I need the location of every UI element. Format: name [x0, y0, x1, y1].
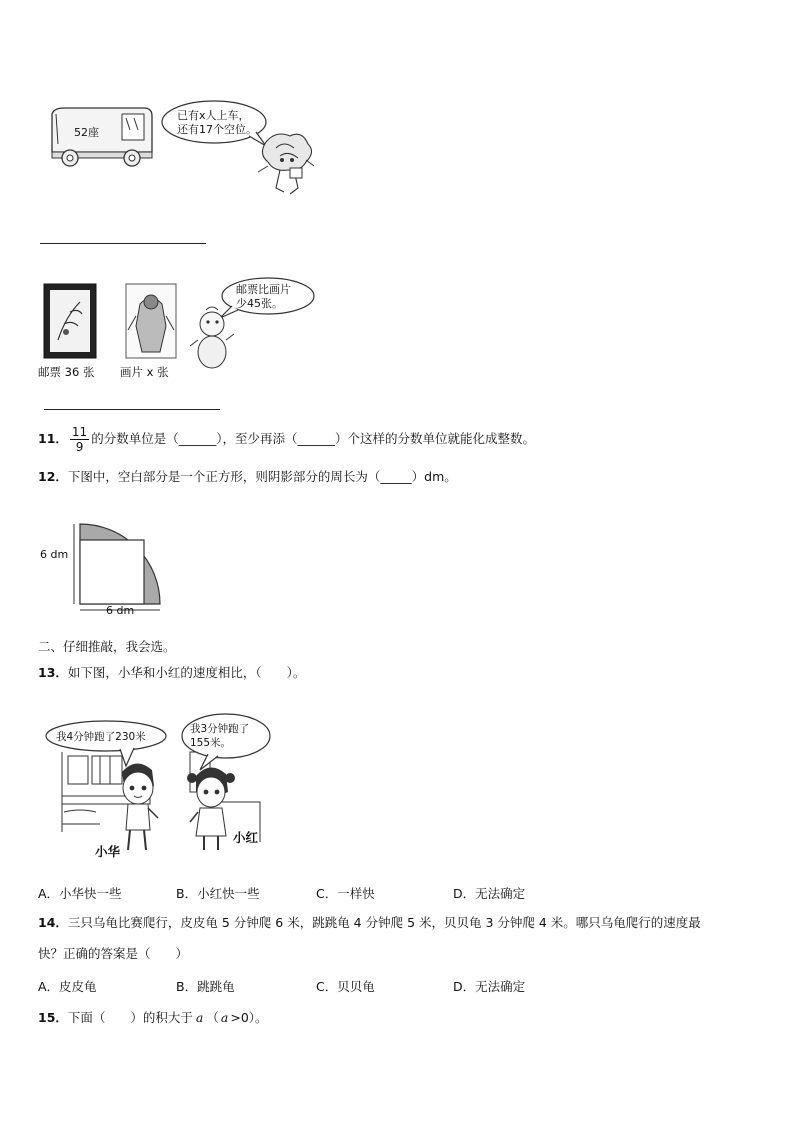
picture-card-illustration	[126, 284, 176, 358]
side-length-label: 6 dm	[40, 548, 69, 561]
svg-text:还有17个空位。: 还有17个空位。	[177, 123, 257, 136]
option-d[interactable]: D．无法确定	[453, 886, 526, 901]
bus-illustration	[52, 108, 152, 166]
name-label-xiaohong: 小红	[233, 830, 259, 845]
stamp-caption: 邮票 36 张	[38, 365, 95, 379]
question-14: 14．三只乌龟比赛爬行，皮皮龟 5 分钟爬 6 米，跳跳龟 4 分钟爬 5 米，贝贝龟 3 分钟爬 4 米。哪只乌龟爬行的速度最	[38, 915, 701, 930]
svg-text:155米。: 155米。	[190, 737, 232, 749]
svg-text:我3分钟跑了: 我3分钟跑了	[190, 723, 250, 735]
street-background-illustration	[62, 752, 260, 842]
option-b[interactable]: B．跳跳龟	[176, 979, 235, 994]
bus-seats-label: 52座	[74, 126, 99, 139]
stamps-speech-bubble	[220, 278, 314, 318]
option-a[interactable]: A．皮皮龟	[38, 979, 97, 994]
bus-figure	[44, 100, 324, 210]
section-title: 二、仔细推敲，我会选。	[38, 639, 176, 654]
cabbage-character-illustration	[258, 134, 314, 194]
svg-text:我4分钟跑了230米: 我4分钟跑了230米	[56, 731, 146, 743]
stamps-figure	[36, 276, 326, 386]
question-15: 15．下面（ ）的积大于 a （ a >0）。	[38, 1010, 268, 1025]
quarter-circle-square-figure	[38, 512, 178, 622]
svg-text:已有x人上车，: 已有x人上车，	[177, 109, 250, 122]
option-c[interactable]: C．贝贝龟	[316, 979, 375, 994]
option-b[interactable]: B．小红快一些	[176, 886, 260, 901]
cartoon-character-illustration	[190, 307, 234, 368]
math-variable: a	[195, 1010, 204, 1025]
option-a[interactable]: A．小华快一些	[38, 886, 122, 901]
bottom-length-label: 6 dm	[106, 604, 135, 617]
question-14-continued: 快？正确的答案是（ ）	[38, 946, 189, 961]
question-number: 11．	[38, 431, 68, 446]
answer-line-1	[40, 243, 206, 244]
bus-speech-bubble	[162, 101, 266, 146]
question-13: 13．如下图，小华和小红的速度相比，（ ）。	[38, 665, 306, 680]
svg-text:少45张。: 少45张。	[236, 297, 283, 310]
question-number: 12．	[38, 469, 68, 484]
question-number: 15．	[38, 1010, 68, 1025]
question-11: 11． $\frac{11}{9}$ 的分数单位是（ ______ ），至少再添（ ______ ）个这样的分数单位就能化成整数。	[38, 424, 535, 454]
fraction: $\frac{11}{9}$	[71, 424, 88, 454]
math-variable: a	[220, 1010, 229, 1025]
name-label-xiaohua: 小华	[95, 844, 121, 859]
question-number: 13．	[38, 665, 68, 680]
xiaohua-boy-illustration	[122, 763, 158, 850]
question-number: 14．	[38, 915, 68, 930]
answer-line-2	[44, 409, 220, 410]
answer-blank[interactable]: _____	[380, 469, 412, 484]
picture-caption: 画片 x 张	[120, 365, 169, 379]
stamp-illustration	[44, 284, 96, 358]
answer-blank[interactable]: ______	[297, 431, 335, 446]
option-d[interactable]: D．无法确定	[453, 979, 526, 994]
option-c[interactable]: C．一样快	[316, 886, 375, 901]
answer-blank[interactable]: ______	[178, 431, 217, 446]
question-12: 12．下图中，空白部分是一个正方形，则阴影部分的周长为（_____）dm。	[38, 469, 457, 484]
svg-text:邮票比画片: 邮票比画片	[236, 283, 291, 296]
xiaohong-girl-illustration	[187, 767, 235, 850]
